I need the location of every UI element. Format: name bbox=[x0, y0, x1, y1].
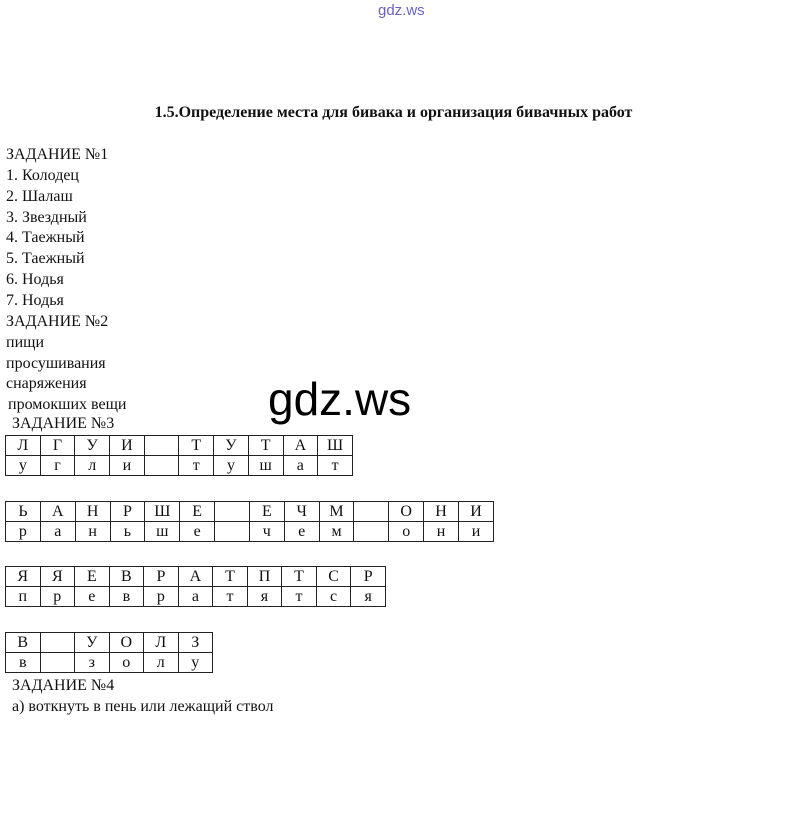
task1-item: 4. Таежный bbox=[6, 229, 85, 246]
letter-cell: у bbox=[214, 456, 249, 476]
letter-cell: Г bbox=[40, 436, 75, 456]
task2-line: промокших вещи bbox=[8, 396, 127, 413]
letter-cell: е bbox=[284, 522, 319, 542]
letter-cell: т bbox=[179, 456, 214, 476]
letter-cell: о bbox=[389, 522, 424, 542]
task2-heading: ЗАДАНИЕ №2 bbox=[6, 313, 109, 330]
letter-cell: П bbox=[247, 567, 282, 587]
letter-cell: А bbox=[283, 436, 318, 456]
table-row-scrambled bbox=[6, 436, 353, 456]
task1-heading: ЗАДАНИЕ №1 bbox=[6, 146, 109, 163]
letter-cell: И bbox=[458, 502, 493, 522]
letter-cell: Е bbox=[249, 502, 284, 522]
letter-cell: С bbox=[316, 567, 351, 587]
task3-heading: ЗАДАНИЕ №3 bbox=[12, 415, 115, 432]
letter-cell: З bbox=[178, 633, 213, 653]
letter-cell: р bbox=[6, 522, 41, 542]
letter-cell: р bbox=[40, 587, 75, 607]
letter-cell: В bbox=[109, 567, 144, 587]
letter-cell: з bbox=[75, 653, 110, 673]
letter-cell: в bbox=[109, 587, 144, 607]
task1-item: 5. Таежный bbox=[6, 250, 85, 267]
letter-table-3 bbox=[5, 566, 386, 607]
letter-cell: н bbox=[75, 522, 110, 542]
task1-item: 6. Нодья bbox=[6, 271, 64, 288]
letter-cell: Ч bbox=[284, 502, 319, 522]
letter-cell: Р bbox=[351, 567, 386, 587]
letter-cell: о bbox=[109, 653, 144, 673]
letter-cell bbox=[144, 436, 179, 456]
letter-cell: А bbox=[178, 567, 213, 587]
letter-table-1 bbox=[5, 435, 353, 476]
page-title: 1.5.Определение места для бивака и организация бивачных работ bbox=[154, 104, 633, 121]
letter-cell: а bbox=[40, 522, 75, 542]
letter-cell: Я bbox=[40, 567, 75, 587]
table-row-answer bbox=[6, 456, 353, 476]
letter-cell: Н bbox=[424, 502, 459, 522]
letter-cell: г bbox=[40, 456, 75, 476]
letter-cell bbox=[354, 502, 389, 522]
letter-cell: л bbox=[75, 456, 110, 476]
letter-cell: с bbox=[316, 587, 351, 607]
letter-cell: е bbox=[75, 587, 110, 607]
letter-cell: и bbox=[110, 456, 145, 476]
letter-cell: е bbox=[180, 522, 215, 542]
letter-cell: Е bbox=[75, 567, 110, 587]
letter-cell: м bbox=[319, 522, 354, 542]
table-row-answer bbox=[6, 522, 494, 542]
letter-cell: М bbox=[319, 502, 354, 522]
letter-cell: У bbox=[75, 436, 110, 456]
letter-table-2 bbox=[5, 501, 494, 542]
letter-cell bbox=[215, 502, 250, 522]
letter-cell: в bbox=[6, 653, 41, 673]
letter-cell: ч bbox=[249, 522, 284, 542]
letter-cell: а bbox=[283, 456, 318, 476]
letter-cell: А bbox=[40, 502, 75, 522]
table-row-scrambled bbox=[6, 567, 386, 587]
letter-cell: Р bbox=[144, 567, 179, 587]
task2-line: просушивания bbox=[6, 355, 106, 372]
letter-cell: В bbox=[6, 633, 41, 653]
letter-cell bbox=[40, 653, 75, 673]
letter-cell: Н bbox=[75, 502, 110, 522]
table-row-answer bbox=[6, 587, 386, 607]
letter-cell: О bbox=[109, 633, 144, 653]
letter-cell: и bbox=[458, 522, 493, 542]
letter-cell bbox=[40, 633, 75, 653]
letter-cell: Р bbox=[110, 502, 145, 522]
letter-cell: ш bbox=[145, 522, 180, 542]
task1-item: 3. Звездный bbox=[6, 209, 87, 226]
task1-item: 2. Шалаш bbox=[6, 188, 73, 205]
letter-cell: н bbox=[424, 522, 459, 542]
letter-cell: ш bbox=[248, 456, 283, 476]
letter-cell: т bbox=[318, 456, 353, 476]
letter-cell bbox=[144, 456, 179, 476]
letter-cell: Т bbox=[179, 436, 214, 456]
letter-cell bbox=[354, 522, 389, 542]
task1-item: 1. Колодец bbox=[6, 167, 79, 184]
letter-cell: т bbox=[282, 587, 317, 607]
letter-cell: Ь bbox=[6, 502, 41, 522]
letter-cell: Л bbox=[144, 633, 179, 653]
letter-cell: я bbox=[351, 587, 386, 607]
task4-heading: ЗАДАНИЕ №4 bbox=[12, 677, 115, 694]
letter-cell: У bbox=[214, 436, 249, 456]
letter-cell: Т bbox=[282, 567, 317, 587]
letter-cell: п bbox=[6, 587, 41, 607]
watermark-center: gdz.ws bbox=[268, 373, 412, 425]
letter-cell: И bbox=[110, 436, 145, 456]
letter-cell: а bbox=[178, 587, 213, 607]
table-row-scrambled bbox=[6, 633, 213, 653]
letter-cell: Ш bbox=[318, 436, 353, 456]
letter-table-4 bbox=[5, 632, 213, 673]
letter-cell: Ш bbox=[145, 502, 180, 522]
letter-cell: Т bbox=[213, 567, 248, 587]
task1-item: 7. Нодья bbox=[6, 292, 64, 309]
letter-cell: Т bbox=[248, 436, 283, 456]
table-row-scrambled bbox=[6, 502, 494, 522]
letter-cell: У bbox=[75, 633, 110, 653]
letter-cell: л bbox=[144, 653, 179, 673]
watermark-top: gdz.ws bbox=[378, 2, 425, 19]
task2-line: снаряжения bbox=[6, 375, 87, 392]
letter-cell bbox=[215, 522, 250, 542]
task4-answer: а) воткнуть в пень или лежащий ствол bbox=[12, 698, 274, 715]
letter-cell: у bbox=[178, 653, 213, 673]
letter-cell: у bbox=[6, 456, 41, 476]
letter-cell: р bbox=[144, 587, 179, 607]
letter-cell: т bbox=[213, 587, 248, 607]
letter-cell: Я bbox=[6, 567, 41, 587]
table-row-answer bbox=[6, 653, 213, 673]
letter-cell: О bbox=[389, 502, 424, 522]
letter-cell: ь bbox=[110, 522, 145, 542]
letter-cell: Е bbox=[180, 502, 215, 522]
letter-cell: Л bbox=[6, 436, 41, 456]
letter-cell: я bbox=[247, 587, 282, 607]
task2-line: пищи bbox=[6, 334, 45, 351]
